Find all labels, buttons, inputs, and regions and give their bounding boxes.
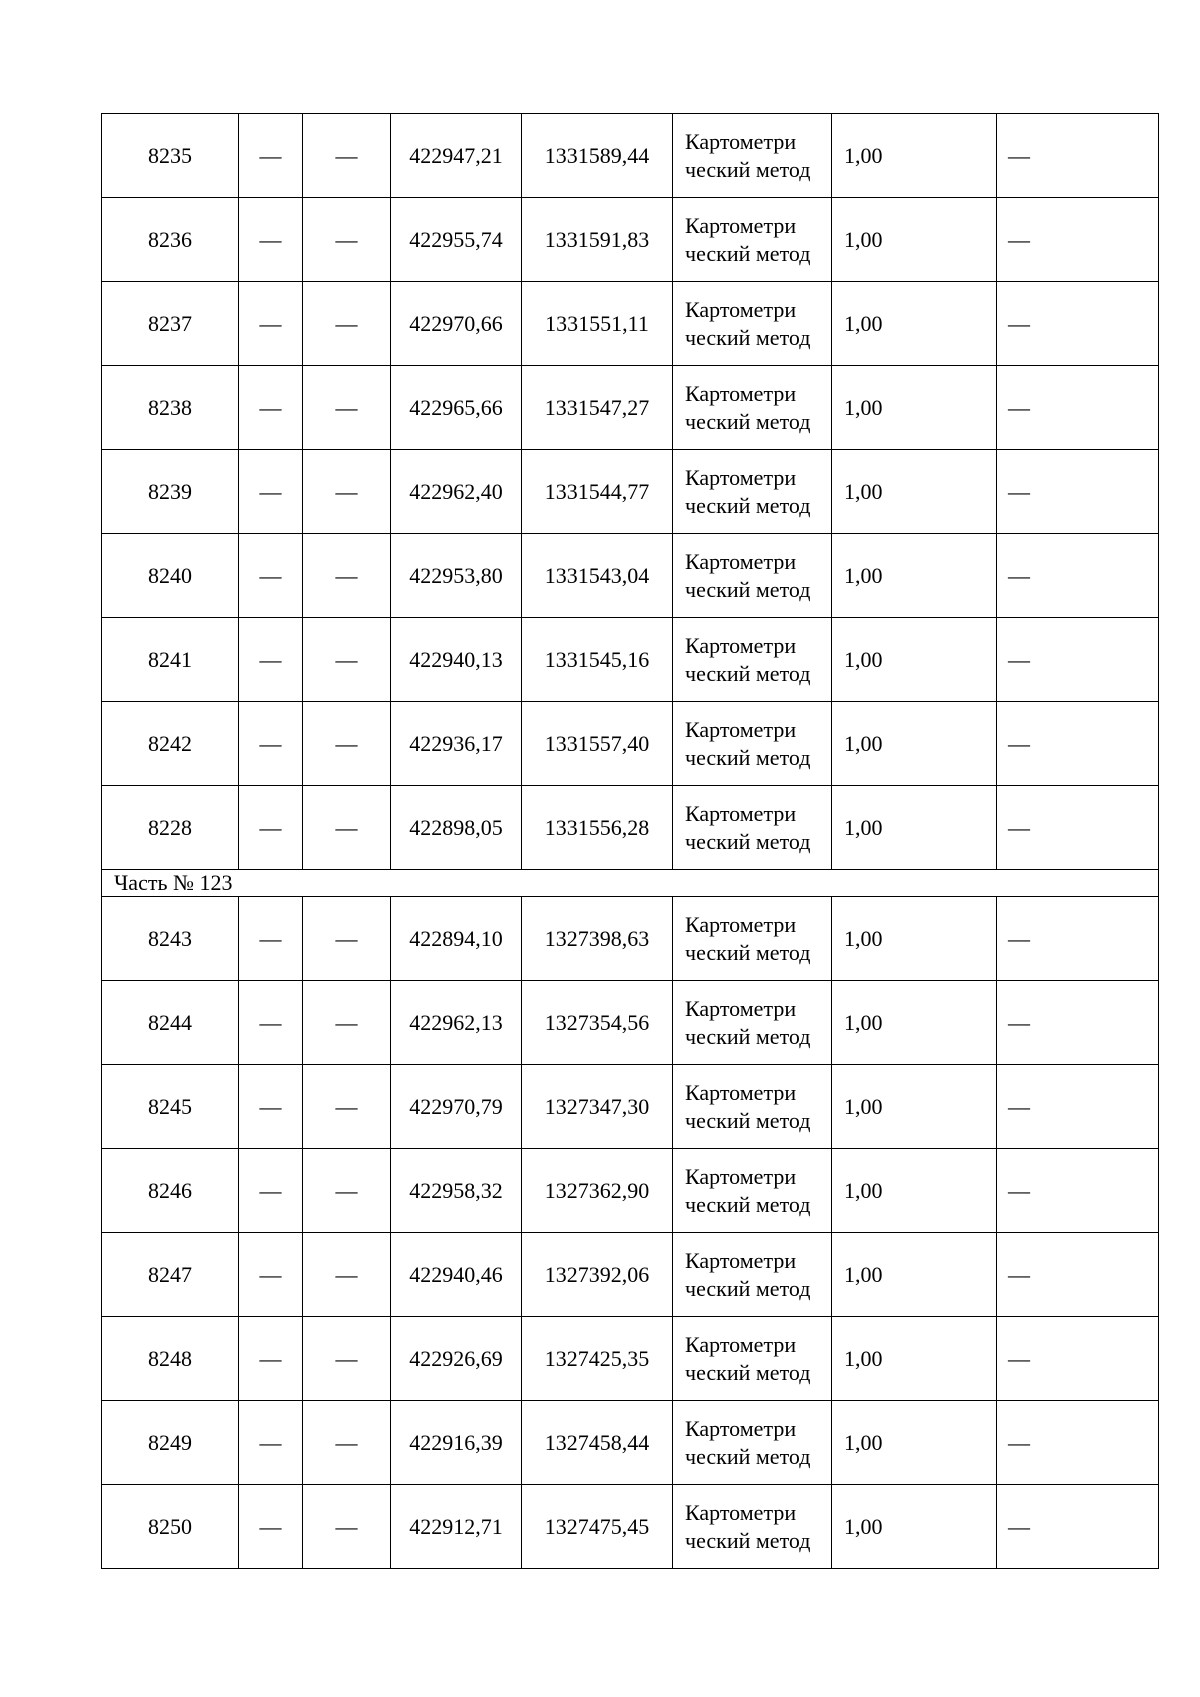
empty-dash-cell: — — [303, 282, 391, 366]
empty-dash-cell: — — [997, 534, 1159, 618]
method-cell: Картометри ческий метод — [673, 1065, 832, 1149]
empty-dash-cell: — — [239, 897, 303, 981]
x-coordinate-cell: 422953,80 — [391, 534, 522, 618]
point-number-cell: 8228 — [102, 786, 239, 870]
table-row — [102, 1233, 1159, 1317]
y-coordinate-cell: 1331591,83 — [522, 198, 673, 282]
empty-dash-cell: — — [303, 897, 391, 981]
empty-dash-cell: — — [303, 786, 391, 870]
x-coordinate-cell: 422926,69 — [391, 1317, 522, 1401]
y-coordinate-cell: 1327425,35 — [522, 1317, 673, 1401]
table-row — [102, 897, 1159, 981]
empty-dash-cell: — — [239, 282, 303, 366]
method-cell: Картометри ческий метод — [673, 1401, 832, 1485]
point-number-cell: 8250 — [102, 1485, 239, 1569]
method-cell: Картометри ческий метод — [673, 981, 832, 1065]
empty-dash-cell: — — [303, 702, 391, 786]
x-coordinate-cell: 422958,32 — [391, 1149, 522, 1233]
accuracy-cell: 1,00 — [832, 1317, 997, 1401]
y-coordinate-cell: 1327354,56 — [522, 981, 673, 1065]
accuracy-cell: 1,00 — [832, 1485, 997, 1569]
accuracy-cell: 1,00 — [832, 1149, 997, 1233]
method-cell: Картометри ческий метод — [673, 1233, 832, 1317]
empty-dash-cell: — — [997, 114, 1159, 198]
empty-dash-cell: — — [997, 618, 1159, 702]
method-cell: Картометри ческий метод — [673, 1485, 832, 1569]
empty-dash-cell: — — [303, 534, 391, 618]
accuracy-cell: 1,00 — [832, 450, 997, 534]
empty-dash-cell: — — [303, 366, 391, 450]
empty-dash-cell: — — [303, 1065, 391, 1149]
table-row — [102, 981, 1159, 1065]
empty-dash-cell: — — [997, 1233, 1159, 1317]
empty-dash-cell: — — [303, 114, 391, 198]
accuracy-cell: 1,00 — [832, 366, 997, 450]
table-row — [102, 1149, 1159, 1233]
x-coordinate-cell: 422962,13 — [391, 981, 522, 1065]
point-number-cell: 8235 — [102, 114, 239, 198]
point-number-cell: 8237 — [102, 282, 239, 366]
method-cell: Картометри ческий метод — [673, 282, 832, 366]
y-coordinate-cell: 1331545,16 — [522, 618, 673, 702]
table-row — [102, 786, 1159, 870]
table-row — [102, 1065, 1159, 1149]
x-coordinate-cell: 422970,79 — [391, 1065, 522, 1149]
empty-dash-cell: — — [997, 1401, 1159, 1485]
y-coordinate-cell: 1331544,77 — [522, 450, 673, 534]
x-coordinate-cell: 422898,05 — [391, 786, 522, 870]
x-coordinate-cell: 422894,10 — [391, 897, 522, 981]
empty-dash-cell: — — [239, 1233, 303, 1317]
empty-dash-cell: — — [997, 702, 1159, 786]
table-row — [102, 450, 1159, 534]
y-coordinate-cell: 1327458,44 — [522, 1401, 673, 1485]
accuracy-cell: 1,00 — [832, 786, 997, 870]
empty-dash-cell: — — [997, 981, 1159, 1065]
method-cell: Картометри ческий метод — [673, 1317, 832, 1401]
point-number-cell: 8241 — [102, 618, 239, 702]
empty-dash-cell: — — [997, 366, 1159, 450]
accuracy-cell: 1,00 — [832, 702, 997, 786]
accuracy-cell: 1,00 — [832, 282, 997, 366]
table-row — [102, 1317, 1159, 1401]
y-coordinate-cell: 1327475,45 — [522, 1485, 673, 1569]
method-cell: Картометри ческий метод — [673, 198, 832, 282]
method-cell: Картометри ческий метод — [673, 366, 832, 450]
empty-dash-cell: — — [239, 981, 303, 1065]
table-row — [102, 702, 1159, 786]
empty-dash-cell: — — [239, 1149, 303, 1233]
table-row — [102, 282, 1159, 366]
method-cell: Картометри ческий метод — [673, 1149, 832, 1233]
y-coordinate-cell: 1331589,44 — [522, 114, 673, 198]
accuracy-cell: 1,00 — [832, 198, 997, 282]
empty-dash-cell: — — [997, 786, 1159, 870]
empty-dash-cell: — — [997, 450, 1159, 534]
y-coordinate-cell: 1331543,04 — [522, 534, 673, 618]
empty-dash-cell: — — [239, 1317, 303, 1401]
table-body — [102, 114, 1159, 1569]
accuracy-cell: 1,00 — [832, 114, 997, 198]
x-coordinate-cell: 422965,66 — [391, 366, 522, 450]
method-cell: Картометри ческий метод — [673, 534, 832, 618]
coordinates-table — [101, 113, 1159, 1569]
y-coordinate-cell: 1331556,28 — [522, 786, 673, 870]
point-number-cell: 8240 — [102, 534, 239, 618]
point-number-cell: 8249 — [102, 1401, 239, 1485]
point-number-cell: 8248 — [102, 1317, 239, 1401]
table-row — [102, 618, 1159, 702]
empty-dash-cell: — — [239, 1401, 303, 1485]
x-coordinate-cell: 422916,39 — [391, 1401, 522, 1485]
empty-dash-cell: — — [997, 1149, 1159, 1233]
empty-dash-cell: — — [239, 702, 303, 786]
empty-dash-cell: — — [239, 450, 303, 534]
empty-dash-cell: — — [239, 198, 303, 282]
empty-dash-cell: — — [303, 1233, 391, 1317]
empty-dash-cell: — — [239, 1065, 303, 1149]
point-number-cell: 8245 — [102, 1065, 239, 1149]
y-coordinate-cell: 1331557,40 — [522, 702, 673, 786]
empty-dash-cell: — — [997, 282, 1159, 366]
method-cell: Картометри ческий метод — [673, 786, 832, 870]
y-coordinate-cell: 1331547,27 — [522, 366, 673, 450]
empty-dash-cell: — — [997, 1317, 1159, 1401]
x-coordinate-cell: 422970,66 — [391, 282, 522, 366]
x-coordinate-cell: 422955,74 — [391, 198, 522, 282]
empty-dash-cell: — — [239, 366, 303, 450]
accuracy-cell: 1,00 — [832, 534, 997, 618]
point-number-cell: 8243 — [102, 897, 239, 981]
empty-dash-cell: — — [997, 1065, 1159, 1149]
empty-dash-cell: — — [239, 786, 303, 870]
point-number-cell: 8239 — [102, 450, 239, 534]
accuracy-cell: 1,00 — [832, 897, 997, 981]
method-cell: Картометри ческий метод — [673, 618, 832, 702]
empty-dash-cell: — — [303, 618, 391, 702]
empty-dash-cell: — — [997, 1485, 1159, 1569]
point-number-cell: 8238 — [102, 366, 239, 450]
point-number-cell: 8242 — [102, 702, 239, 786]
part-header-row — [102, 870, 1159, 897]
point-number-cell: 8247 — [102, 1233, 239, 1317]
empty-dash-cell: — — [303, 1149, 391, 1233]
x-coordinate-cell: 422947,21 — [391, 114, 522, 198]
empty-dash-cell: — — [239, 618, 303, 702]
empty-dash-cell: — — [997, 897, 1159, 981]
accuracy-cell: 1,00 — [832, 618, 997, 702]
method-cell: Картометри ческий метод — [673, 702, 832, 786]
table-row — [102, 1401, 1159, 1485]
table-row — [102, 366, 1159, 450]
y-coordinate-cell: 1327347,30 — [522, 1065, 673, 1149]
empty-dash-cell: — — [303, 198, 391, 282]
method-cell: Картометри ческий метод — [673, 114, 832, 198]
accuracy-cell: 1,00 — [832, 981, 997, 1065]
empty-dash-cell: — — [239, 114, 303, 198]
table-row — [102, 1485, 1159, 1569]
empty-dash-cell: — — [303, 1485, 391, 1569]
x-coordinate-cell: 422936,17 — [391, 702, 522, 786]
y-coordinate-cell: 1331551,11 — [522, 282, 673, 366]
x-coordinate-cell: 422940,46 — [391, 1233, 522, 1317]
table-row — [102, 114, 1159, 198]
empty-dash-cell: — — [997, 198, 1159, 282]
empty-dash-cell: — — [303, 1401, 391, 1485]
x-coordinate-cell: 422912,71 — [391, 1485, 522, 1569]
table-row — [102, 198, 1159, 282]
empty-dash-cell: — — [239, 1485, 303, 1569]
empty-dash-cell: — — [303, 981, 391, 1065]
y-coordinate-cell: 1327362,90 — [522, 1149, 673, 1233]
x-coordinate-cell: 422962,40 — [391, 450, 522, 534]
point-number-cell: 8236 — [102, 198, 239, 282]
point-number-cell: 8246 — [102, 1149, 239, 1233]
y-coordinate-cell: 1327392,06 — [522, 1233, 673, 1317]
part-label: Часть № 123 — [102, 870, 1159, 897]
point-number-cell: 8244 — [102, 981, 239, 1065]
accuracy-cell: 1,00 — [832, 1233, 997, 1317]
empty-dash-cell: — — [303, 1317, 391, 1401]
method-cell: Картометри ческий метод — [673, 450, 832, 534]
empty-dash-cell: — — [239, 534, 303, 618]
table-row — [102, 534, 1159, 618]
y-coordinate-cell: 1327398,63 — [522, 897, 673, 981]
accuracy-cell: 1,00 — [832, 1065, 997, 1149]
empty-dash-cell: — — [303, 450, 391, 534]
accuracy-cell: 1,00 — [832, 1401, 997, 1485]
method-cell: Картометри ческий метод — [673, 897, 832, 981]
x-coordinate-cell: 422940,13 — [391, 618, 522, 702]
